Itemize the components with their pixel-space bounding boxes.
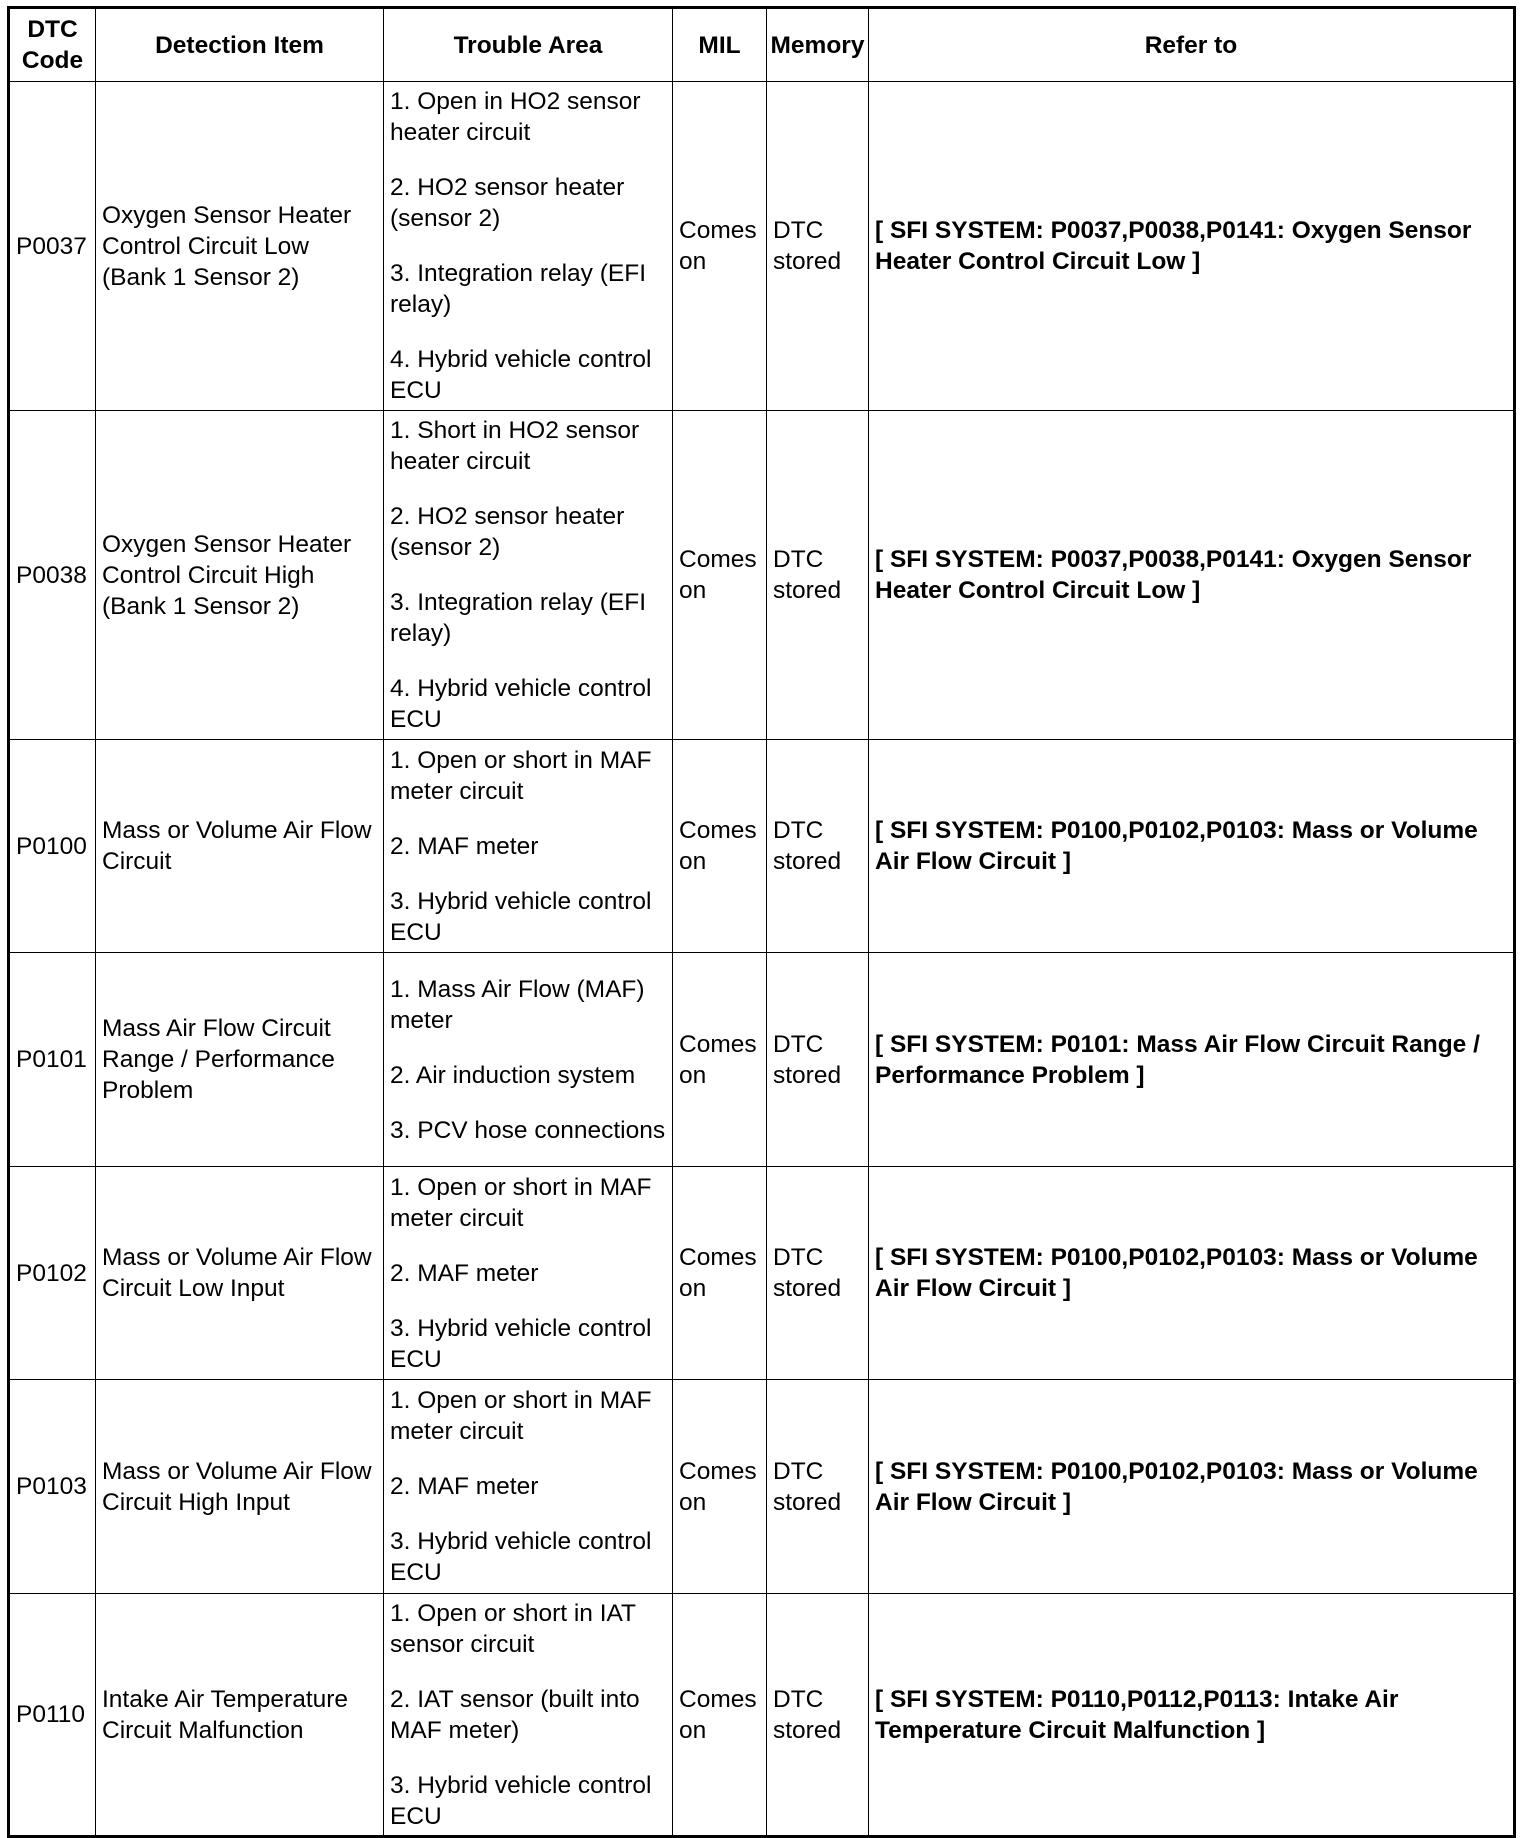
trouble-item: 1. Open or short in MAF meter circuit xyxy=(390,746,652,805)
mil-cell: Comes on xyxy=(673,953,767,1167)
detection-item-cell: Mass Air Flow Circuit Range / Performance Problem xyxy=(96,953,384,1167)
trouble-item: 4. Hybrid vehicle control ECU xyxy=(390,346,652,404)
trouble-area-cell xyxy=(384,82,673,411)
detection-item-cell: Mass or Volume Air Flow Circuit xyxy=(96,740,384,953)
detection-item-cell: Mass or Volume Air Flow Circuit High Input xyxy=(96,1380,384,1594)
trouble-item: 4. Hybrid vehicle control ECU xyxy=(390,675,652,733)
table-row xyxy=(9,953,1515,1167)
dtc-code-cell: P0103 xyxy=(9,1380,96,1594)
memory-cell: DTC stored xyxy=(767,411,869,740)
trouble-area-cell xyxy=(384,740,673,953)
dtc-code-cell: P0101 xyxy=(9,953,96,1167)
table-row xyxy=(9,1380,1515,1594)
memory-cell: DTC stored xyxy=(767,1167,869,1380)
refer-to-cell: [ SFI SYSTEM: P0037,P0038,P0141: Oxygen Sensor Heater Control Circuit Low ] xyxy=(869,82,1515,411)
refer-to-cell: [ SFI SYSTEM: P0100,P0102,P0103: Mass or Volume Air Flow Circuit ] xyxy=(869,1167,1515,1380)
trouble-item: 2. MAF meter xyxy=(390,832,539,860)
refer-to-cell: [ SFI SYSTEM: P0101: Mass Air Flow Circuit Range / Performance Problem ] xyxy=(869,953,1515,1167)
trouble-item: 3. Hybrid vehicle control ECU xyxy=(390,887,652,946)
trouble-item: 3. PCV hose connections xyxy=(390,1116,666,1144)
mil-cell: Comes on xyxy=(673,1167,767,1380)
trouble-item: 3. Integration relay (EFI relay) xyxy=(390,260,647,318)
trouble-area-cell xyxy=(384,953,673,1167)
trouble-item: 1. Open or short in MAF meter circuit xyxy=(390,1173,652,1232)
dtc-table xyxy=(7,6,1516,1838)
trouble-item: 1. Mass Air Flow (MAF) meter xyxy=(390,975,645,1034)
table-row xyxy=(9,1167,1515,1380)
header-dtc-code-line1: DTC xyxy=(27,16,78,43)
trouble-item: 1. Open in HO2 sensor heater circuit xyxy=(390,88,641,146)
header-memory: Memory xyxy=(767,8,869,82)
trouble-item: 3. Hybrid vehicle control ECU xyxy=(390,1771,652,1830)
table-row xyxy=(9,82,1515,411)
trouble-item: 2. MAF meter xyxy=(390,1473,539,1500)
trouble-item: 3. Hybrid vehicle control ECU xyxy=(390,1314,652,1373)
trouble-item: 2. Air induction system xyxy=(390,1061,636,1089)
trouble-item: 2. MAF meter xyxy=(390,1259,539,1287)
trouble-item: 3. Hybrid vehicle control ECU xyxy=(390,1528,652,1586)
memory-cell: DTC stored xyxy=(767,953,869,1167)
detection-item-cell: Intake Air Temperature Circuit Malfunction xyxy=(96,1594,384,1837)
header-mil: MIL xyxy=(673,8,767,82)
table-row xyxy=(9,1594,1515,1837)
memory-cell: DTC stored xyxy=(767,1380,869,1594)
dtc-code-cell: P0100 xyxy=(9,740,96,953)
header-dtc-code xyxy=(9,8,96,82)
refer-to-cell: [ SFI SYSTEM: P0110,P0112,P0113: Intake Air Temperature Circuit Malfunction ] xyxy=(869,1594,1515,1837)
memory-cell: DTC stored xyxy=(767,1594,869,1837)
dtc-code-cell: P0110 xyxy=(9,1594,96,1837)
memory-cell: DTC stored xyxy=(767,740,869,953)
header-dtc-code-line2: Code xyxy=(21,47,84,74)
mil-cell: Comes on xyxy=(673,740,767,953)
trouble-area-cell xyxy=(384,1594,673,1837)
trouble-item: 2. HO2 sensor heater (sensor 2) xyxy=(390,503,625,561)
header-refer-to: Refer to xyxy=(869,8,1515,82)
trouble-item: 1. Short in HO2 sensor heater circuit xyxy=(390,417,640,475)
table-row xyxy=(9,411,1515,740)
trouble-area-cell xyxy=(384,411,673,740)
dtc-code-cell: P0038 xyxy=(9,411,96,740)
refer-to-cell: [ SFI SYSTEM: P0100,P0102,P0103: Mass or Volume Air Flow Circuit ] xyxy=(869,740,1515,953)
mil-cell: Comes on xyxy=(673,1380,767,1594)
mil-cell: Comes on xyxy=(673,411,767,740)
mil-cell: Comes on xyxy=(673,82,767,411)
dtc-code-cell: P0037 xyxy=(9,82,96,411)
trouble-item: 3. Integration relay (EFI relay) xyxy=(390,589,647,647)
header-trouble-area: Trouble Area xyxy=(384,8,673,82)
trouble-item: 2. HO2 sensor heater (sensor 2) xyxy=(390,174,625,232)
trouble-area-cell xyxy=(384,1380,673,1594)
table-row xyxy=(9,740,1515,953)
header-row xyxy=(9,8,1515,82)
trouble-item: 1. Open or short in MAF meter circuit xyxy=(390,1387,652,1445)
detection-item-cell: Oxygen Sensor Heater Control Circuit High (Bank 1 Sensor 2) xyxy=(96,411,384,740)
header-detection-item: Detection Item xyxy=(96,8,384,82)
trouble-item: 2. IAT sensor (built into MAF meter) xyxy=(390,1685,640,1744)
detection-item-cell: Oxygen Sensor Heater Control Circuit Low (Bank 1 Sensor 2) xyxy=(96,82,384,411)
mil-cell: Comes on xyxy=(673,1594,767,1837)
refer-to-cell: [ SFI SYSTEM: P0100,P0102,P0103: Mass or Volume Air Flow Circuit ] xyxy=(869,1380,1515,1594)
memory-cell: DTC stored xyxy=(767,82,869,411)
detection-item-cell: Mass or Volume Air Flow Circuit Low Input xyxy=(96,1167,384,1380)
trouble-item: 1. Open or short in IAT sensor circuit xyxy=(390,1599,636,1658)
refer-to-cell: [ SFI SYSTEM: P0037,P0038,P0141: Oxygen Sensor Heater Control Circuit Low ] xyxy=(869,411,1515,740)
dtc-code-cell: P0102 xyxy=(9,1167,96,1380)
trouble-area-cell xyxy=(384,1167,673,1380)
